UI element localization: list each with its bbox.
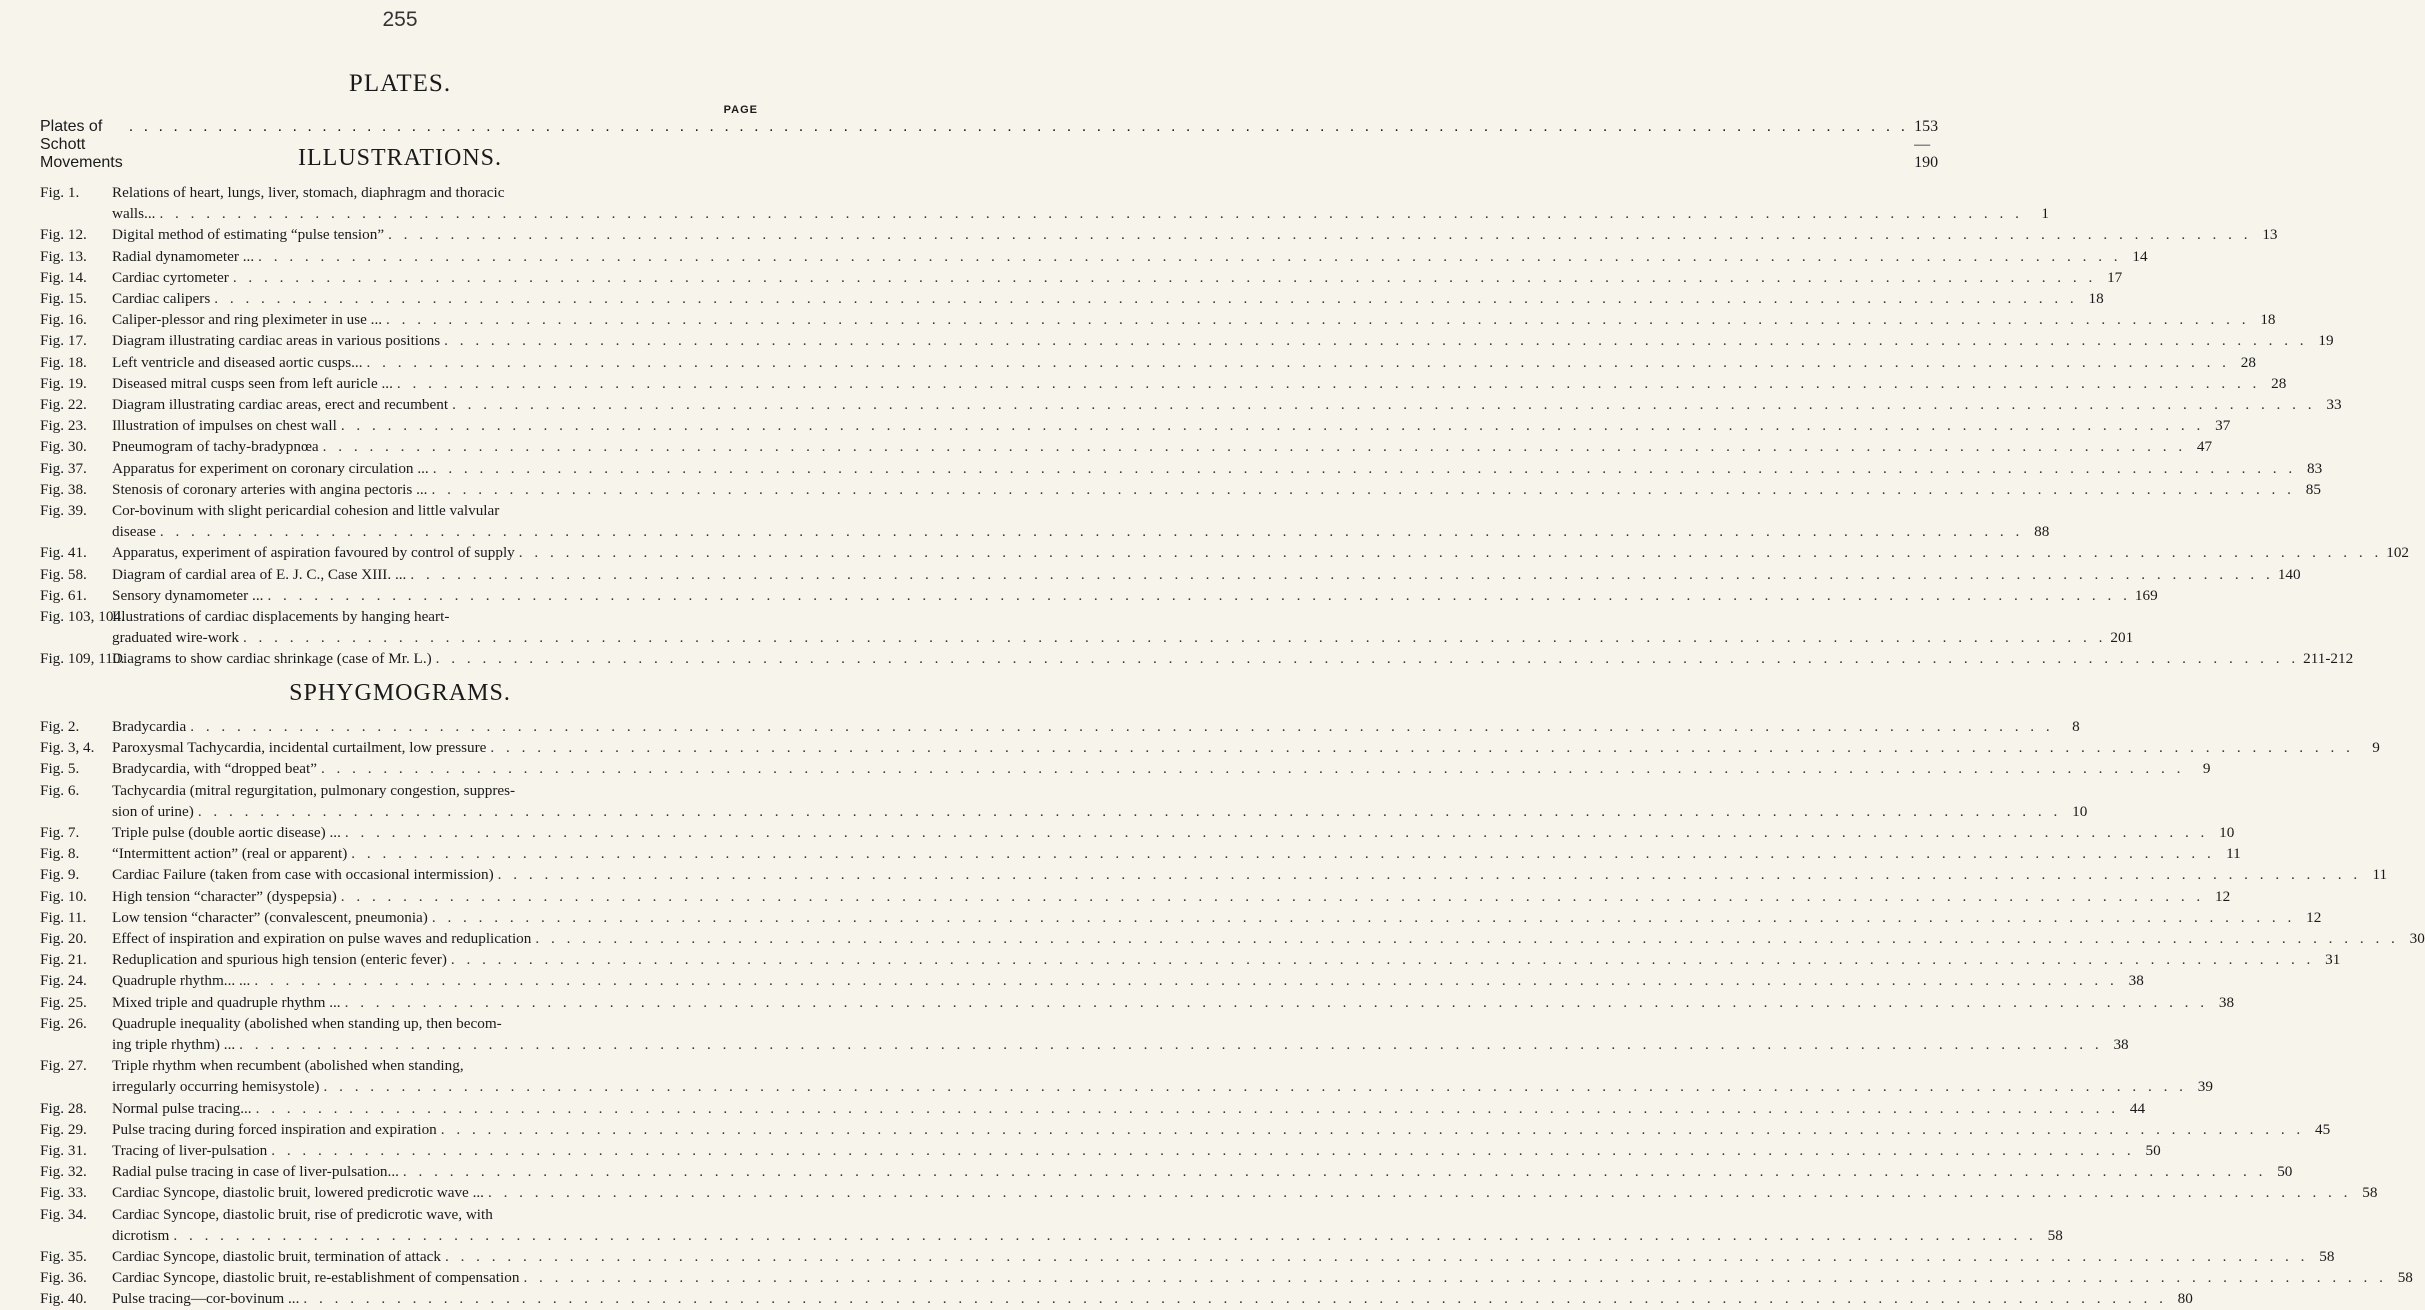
entry-title: Cardiac Syncope, diastolic bruit, rise of predicrotic wave, with (112, 1205, 493, 1223)
figure-number: Fig. 39. (40, 502, 87, 520)
figure-number: Fig. 58. (40, 565, 87, 583)
leader-dots: . . . . . . . . . . . . . . . . . . . . . . . . . . . . . . . . . . . . . . . . . . . . . . . . . . . . . . . . . . . . . . . . . . . . . . . . . . . . . . . . . . . . . . . . . . . . . . . . . . . . . . . . . . . . . . . . . . . . . . . . (323, 1078, 2187, 1096)
entry-line (40, 182, 762, 203)
entry-line (40, 521, 2050, 542)
page-ref: 19 (2318, 332, 2334, 350)
page-ref: 9 (2372, 739, 2380, 757)
list-entry (40, 500, 2050, 542)
list-entry (40, 182, 2049, 224)
list-entry (40, 542, 2410, 563)
page-ref: 38 (2128, 972, 2144, 990)
leader-dots: . . . . . . . . . . . . . . . . . . . . . . . . . . . . . . . . . . . . . . . . . . . . . . . . . . . . . . . . . . . . . . . . . . . . . . . . . . . . . . . . . . . . . . . . . . . . . . . . . . . . . . . . . . . . . . . . . . . . . . . . (452, 396, 2316, 414)
entry-line (40, 1182, 2378, 1203)
entry-title: Diagram illustrating cardiac areas in various positions (112, 332, 441, 350)
leader-dots: . . . . . . . . . . . . . . . . . . . . . . . . . . . . . . . . . . . . . . . . . . . . . . . . . . . . . . . . . . . . . . . . . . . . . . . . . . . . . . . . . . . . . . . . . . . . . . . . . . . . . . . . . . . . . . . . . . . . . . . . (303, 1290, 2167, 1308)
list-entry (40, 864, 2388, 885)
list-entry (40, 886, 2231, 907)
page-ref: 47 (2196, 438, 2213, 456)
entry-line (40, 203, 2049, 224)
entry-line (40, 585, 2158, 606)
list-entry (40, 1246, 2335, 1267)
entry-line (40, 500, 762, 521)
entry-line (40, 224, 2278, 245)
page-ref: 83 (2306, 459, 2323, 477)
figure-number: Fig. 15. (40, 290, 87, 308)
page-ref: 31 (2325, 951, 2341, 969)
entry-line (40, 801, 2088, 822)
sphygmograms-list (40, 716, 2425, 1310)
leader-dots: . . . . . . . . . . . . . . . . . . . . . . . . . . . . . . . . . . . . . . . . . . . . . . . . . . . . . . . . . . . . . . . . . . . . . . . . . . . . . . . . . . . . . . . . . . . . . . . . . . . . . . . . . . . . . . . . . . . . . . . . (410, 565, 2274, 583)
entry-title: Cor-bovinum with slight pericardial cohesion and little valvular (112, 502, 500, 520)
leader-dots: . . . . . . . . . . . . . . . . . . . . . . . . . . . . . . . . . . . . . . . . . . . . . . . . . . . . . . . . . . . . . . . . . . . . . . . . . . . . . . . . . . . . . . . . . . . . . . . . . . . . . . . . . . . . . . . . . . . . . . . . (435, 650, 2300, 668)
entry-line (40, 1204, 762, 1225)
leader-dots: . . . . . . . . . . . . . . . . . . . . . . . . . . . . . . . . . . . . . . . . . . . . . . . . . . . . . . . . . . . . . . . . . . . . . . . . . . . . . . . . . . . . . . . . . . . . . . . . . . . . . . . . . . . . . . . . . . . . . . . . (523, 1269, 2387, 1287)
entry-title: Radial dynamometer ... (112, 247, 255, 265)
entry-title: Diagram of cardial area of E. J. C., Case XIII. ... (112, 565, 407, 583)
leader-dots: . . . . . . . . . . . . . . . . . . . . . . . . . . . . . . . . . . . . . . . . . . . . . . . . . . . . . . . . . . . . . . . . . . . . . . . . . . . . . . . . . . . . . . . . . . . . . . . . . . . . . . . . . . . . . . . . . . . . . . . . (388, 226, 2252, 244)
page-ref: 201 (2110, 629, 2134, 647)
figure-number: Fig. 11. (40, 908, 87, 926)
entry-line (40, 415, 2231, 436)
page-ref: 38 (2113, 1036, 2129, 1054)
figure-number: Fig. 22. (40, 396, 87, 414)
figure-number: Fig. 27. (40, 1057, 87, 1075)
leader-dots: . . . . . . . . . . . . . . . . . . . . . . . . . . . . . . . . . . . . . . . . . . . . . . . . . . . . . . . . . . . . . . . . . . . . . . . . . . . . . . . . . . . . . . . . . . . . . . . . . . . . . . . . . . . . . . . . . . . . . . . . (255, 1099, 2120, 1117)
page-ref: 17 (2107, 268, 2123, 286)
figure-number: Fig. 12. (40, 226, 87, 244)
entry-title: Cardiac cyrtometer (112, 268, 229, 286)
page-ref: 169 (2134, 586, 2158, 604)
figure-number: Fig. 24. (40, 972, 87, 990)
entry-line (40, 542, 2410, 563)
entry-line (40, 606, 762, 627)
entry-title: Illustrations of cardiac displacements by hanging heart- (112, 608, 450, 626)
figure-number: Fig. 36. (40, 1269, 87, 1287)
leader-dots: . . . . . . . . . . . . . . . . . . . . . . . . . . . . . . . . . . . . . . . . . . . . . . . . . . . . . . . . . . . . . . . . . . . . . . . . . . . . . . . . . . . . . . . . . . . . . . . . . . . . . . . . . . . . . . . . . . . . . . . . (197, 802, 2062, 820)
entry-title: Cardiac Syncope, diastolic bruit, re-establishment of compensation (112, 1269, 520, 1287)
entry-line (40, 949, 2341, 970)
page-ref: 80 (2177, 1290, 2193, 1308)
entry-line (40, 436, 2213, 457)
list-entry (40, 224, 2278, 245)
leader-dots: . . . . . . . . . . . . . . . . . . . . . . . . . . . . . . . . . . . . . . . . . . . . . . . . . . . . . . . . . . . . . . . . . . . . . . . . . . . . . . . . . . . . . . . . . . . . . . . . . . . . . . . . . . . . . . . . . . . . . . . . (232, 268, 2097, 286)
entry-title: Cardiac Failure (taken from case with occasional intermission) (112, 866, 494, 884)
entry-line (40, 373, 2287, 394)
figure-number: Fig. 32. (40, 1163, 87, 1181)
entry-line (40, 886, 2231, 907)
page-ref: 58 (2047, 1226, 2063, 1244)
entry-line (40, 1119, 2331, 1140)
page-ref: 28 (2271, 374, 2287, 392)
page-ref: 8 (2072, 718, 2080, 735)
figure-number: Fig. 5. (40, 760, 80, 778)
entry-title: Diagrams to show cardiac shrinkage (case of Mr. L.) (112, 650, 432, 668)
leader-dots: . . . . . . . . . . . . . . . . . . . . . . . . . . . . . . . . . . . . . . . . . . . . . . . . . . . . . . . . . . . . . . . . . . . . . . . . . . . . . . . . . . . . . . . . . . . . . . . . . . . . . . . . . . . . . . . . . . . . . . . . (497, 866, 2362, 884)
entry-line (40, 1225, 2063, 1246)
leader-dots: . . . . . . . . . . . . . . . . . . . . . . . . . . . . . . . . . . . . . . . . . . . . . . . . . . . . . . . . . . . . . . . . . . . . . . . . . . . . . . . . . . . . . . . . . . . . . . . . . . . . . . . . . . . . . . . . . . . . . . . . (431, 908, 2296, 926)
page-ref: 45 (2315, 1120, 2331, 1138)
entry-line (40, 479, 2321, 500)
leader-dots: . . . . . . . . . . . . . . . . . . . . . . . . . . . . . . . . . . . . . . . . . . . . . . . . . . . . . . . . . . . . . . . . . . . . . . . . . . . . . . . . . . . . . . . . . . . . . . . . . . . . . . . . . . . . . . . . . . . . . . . . (322, 438, 2187, 456)
list-entry (40, 1013, 2129, 1055)
figure-number: Fig. 40. (40, 1290, 87, 1308)
page-ref: 102 (2386, 544, 2410, 562)
leader-dots: . . . . . . . . . . . . . . . . . . . . . . . . . . . . . . . . . . . . . . . . . . . . . . . . . . . . . . . . . . . . . . . . . . . . . . . . . . . . . . . . . . . . . . . . . . . . . . . . . . . . . . . . . . . . . . . . . . . . . . . . (340, 887, 2205, 905)
figure-number: Fig. 6. (40, 781, 80, 799)
list-entry (40, 843, 2241, 864)
entry-line (40, 246, 2148, 267)
entry-title: Triple pulse (double aortic disease) ... (112, 824, 341, 842)
list-entry (40, 907, 2322, 928)
page-ref: 88 (2034, 523, 2050, 541)
page-ref: 12 (2215, 887, 2231, 905)
entry-title: Caliper-plessor and ring pleximeter in use ... (112, 311, 383, 329)
list-entry (40, 606, 2134, 648)
figure-number: Fig. 10. (40, 887, 87, 905)
leader-dots: . . . . . . . . . . . . . . . . . . . . . . . . . . . . . . . . . . . . . . . . . . . . . . . . . . . . . . . . . . . . . . . . . . . . . . . . . . . . . . . . . . . . . . . . . . . . . . . . . . . . . . . . . . . . . . . . . . . . . . . . (344, 993, 2209, 1011)
entry-title: Illustration of impulses on chest wall (112, 417, 337, 435)
leader-dots: . . . . . . . . . . . . . . . . . . . . . . . . . . . . . . . . . . . . . . . . . . . . . . . . . . . . . . . . . . . . . . . . . . . . . . . . . . . . . . . . . . . . . . . . . . . . . . . . . . . . . . . . . . . . . . . . . . . . . . . . (444, 332, 2308, 350)
leader-dots: . . . . . . . . . . . . . . . . . . . . . . . . . . . . . . . . . . . . . . . . . . . . . . . . . . . . . . . . . . . . . . . . . . . . . . . . . . . . . . . . . . . . . . . . . . . . . . . . . . . . . . . . . . . . . . . . . . . . . . . . (396, 374, 2261, 392)
figure-number: Fig. 41. (40, 544, 87, 562)
entry-line (40, 992, 2235, 1013)
entry-line (40, 1076, 2213, 1097)
list-entry (40, 1204, 2063, 1246)
entry-title: Apparatus, experiment of aspiration favoured by control of supply (112, 544, 515, 562)
list-entry (40, 267, 2123, 288)
page-column-label: PAGE (723, 104, 758, 116)
entry-title: Sensory dynamometer ... (112, 586, 264, 604)
list-entry (40, 330, 2334, 351)
leader-dots: . . . . . . . . . . . . . . . . . . . . . . . . . . . . . . . . . . . . . . . . . . . . . . . . . . . . . . . . . . . . . . . . . . . . . . . . . . . . . . . . . . . . . . . . . . . . . . . . . . . . . . . . . . . . . . . . . . . . . . . . (190, 718, 2054, 735)
list-entry (40, 1267, 2413, 1288)
figure-number: Fig. 17. (40, 332, 87, 350)
entry-title: Pneumogram of tachy-bradypnœa (112, 438, 319, 456)
entry-line (40, 928, 2425, 949)
entry-line (40, 1055, 762, 1076)
entry-title: disease (112, 523, 156, 541)
page-ref: 85 (2305, 480, 2321, 498)
plates-heading: PLATES. (348, 70, 452, 97)
leader-dots: . . . . . . . . . . . . . . . . . . . . . . . . . . . . . . . . . . . . . . . . . . . . . . . . . . . . . . . . . . . . . . . . . . . . . . . . . . . . . . . . . . . . . . . . . . . . . . . . . . . . . . . . . . . . . . . . . . . . . . . . (535, 930, 2399, 948)
entry-title: Reduplication and spurious high tension (enteric fever) (112, 951, 447, 969)
leader-dots: . . . . . . . . . . . . . . . . . . . . . . . . . . . . . . . . . . . . . . . . . . . . . . . . . . . . . . . . . . . . . . . . . . . . . . . . . . . . . . . . . . . . . . . . . . . . . . . . . . . . . . . . . . . . . . . . . . . . . . . . (351, 845, 2215, 863)
entry-title: Radial pulse tracing in case of liver-pulsation... (112, 1163, 399, 1181)
leader-dots: . . . . . . . . . . . . . . . . . . . . . . . . . . . . . . . . . . . . . . . . . . . . . . . . . . . . . . . . . . . . . . . . . . . . . . . . . . . . . . . . . . . . . . . . . . . . . . . . . . . . . . . . . . . . . . . . . . . . . . . . (258, 247, 2122, 265)
leader-dots: . . . . . . . . . . . . . . . . . . . . . . . . . . . . . . . . . . . . . . . . . . . . . . . . . . . . . . . . . . . . . . . . . . . . . . . . . . . . . . . . . . . . . . . . . . . . . . . . . . . . . . . . . . . . . . . . . . . . . . . . (340, 417, 2205, 435)
list-entry (40, 1182, 2378, 1203)
entry-title: Cardiac calipers (112, 290, 211, 308)
figure-number: Fig. 13. (40, 247, 87, 265)
figure-number: Fig. 18. (40, 353, 87, 371)
figure-number: Fig. 38. (40, 480, 87, 498)
figure-number: Fig. 30. (40, 438, 87, 456)
entry-line (40, 267, 2123, 288)
entry-title: Pulse tracing during forced inspiration and expiration (112, 1120, 437, 1138)
entry-line (40, 1098, 2146, 1119)
plates-entry-pages: 153—190 (1914, 118, 1939, 171)
page-ref: 30 (2409, 930, 2425, 948)
leader-dots: . . . . . . . . . . . . . . . . . . . . . . . . . . . . . . . . . . . . . . . . . . . . . . . . . . . . . . . . . . . . . . . . . . . . . . . . . . . . . . . . . . . . . . . . . . . . . . . . . . . . . . . . . . . . . . . . . . . . . . . . (487, 1184, 2352, 1202)
page-ref: 11 (2372, 866, 2388, 884)
entry-title: Low tension “character” (convalescent, pneumonia) (112, 908, 428, 926)
list-entry (40, 373, 2287, 394)
page-ref: 18 (2088, 290, 2104, 308)
leader-dots: . . . . . . . . . . . . . . . . . . . . . . . . . . . . . . . . . . . . . . . . . . . . . . . . . . . . . . . . . . . . . . . . . . . . . . . . . . . . . . . . . . . . . . . . . . . . . . . . . . . . . . . . . . . . . . . . . . . . . . . . (320, 760, 2185, 778)
figure-number: Fig. 28. (40, 1099, 87, 1117)
leader-dots: . . . . . . . . . . . . . . . . . . . . . . . . . . . . . . . . . . . . . . . . . . . . . . . . . . . . . . . . . . . . . . . . . . . . . . . . . . . . . . . . . . . . . . . . . . . . . . . . . . . . . . . . . . . . . . . . . . . . . . . . (128, 118, 1909, 135)
entry-line (40, 822, 2235, 843)
page-ref: 28 (2240, 353, 2256, 371)
page-ref: 11 (2226, 845, 2241, 863)
entry-title: Digital method of estimating “pulse tension” (112, 226, 385, 244)
entry-title: Pulse tracing—cor-bovinum ... (112, 1290, 300, 1308)
figure-number: Fig. 9. (40, 866, 80, 884)
page-ref: 211-212 (2303, 650, 2354, 668)
entry-title: Normal pulse tracing... (112, 1099, 252, 1117)
leader-dots: . . . . . . . . . . . . . . . . . . . . . . . . . . . . . . . . . . . . . . . . . . . . . . . . . . . . . . . . . . . . . . . . . . . . . . . . . . . . . . . . . . . . . . . . . . . . . . . . . . . . . . . . . . . . . . . . . . . . . . . . (431, 480, 2295, 498)
entry-line (40, 716, 2080, 737)
entry-line (40, 1246, 2335, 1267)
entry-title: Relations of heart, lungs, liver, stomach, diaphragm and thoracic (112, 184, 505, 201)
entry-title: Bradycardia (112, 718, 187, 735)
page-ref: 14 (2132, 247, 2148, 265)
entry-title: Cardiac Syncope, diastolic bruit, termination of attack (112, 1248, 441, 1266)
page-ref: 1 (2041, 205, 2049, 223)
figure-number: Fig. 16. (40, 311, 87, 329)
figure-number: Fig. 26. (40, 1014, 87, 1032)
leader-dots: . . . . . . . . . . . . . . . . . . . . . . . . . . . . . . . . . . . . . . . . . . . . . . . . . . . . . . . . . . . . . . . . . . . . . . . . . . . . . . . . . . . . . . . . . . . . . . . . . . . . . . . . . . . . . . . . . . . . . . . . (402, 1163, 2267, 1181)
list-entry (40, 1140, 2161, 1161)
figure-number: Fig. 23. (40, 417, 87, 435)
entry-line (40, 1267, 2413, 1288)
list-entry (40, 246, 2148, 267)
figure-number: Fig. 37. (40, 459, 87, 477)
entry-line (40, 352, 2256, 373)
list-entry (40, 1288, 2193, 1309)
list-entry (40, 1098, 2146, 1119)
page-ref: 58 (2397, 1269, 2413, 1287)
list-entry (40, 479, 2321, 500)
list-entry (40, 415, 2231, 436)
leader-dots: . . . . . . . . . . . . . . . . . . . . . . . . . . . . . . . . . . . . . . . . . . . . . . . . . . . . . . . . . . . . . . . . . . . . . . . . . . . . . . . . . . . . . . . . . . . . . . . . . . . . . . . . . . . . . . . . . . . . . . . . (159, 523, 2024, 541)
entry-line (40, 758, 2211, 779)
page-ref: 9 (2202, 760, 2211, 778)
figure-number: Fig. 1. (40, 184, 80, 201)
illustrations-list (40, 182, 2410, 670)
leader-dots: . . . . . . . . . . . . . . . . . . . . . . . . . . . . . . . . . . . . . . . . . . . . . . . . . . . . . . . . . . . . . . . . . . . . . . . . . . . . . . . . . . . . . . . . . . . . . . . . . . . . . . . . . . . . . . . . . . . . . . . . (173, 1226, 2037, 1244)
figure-number: Fig. 8. (40, 845, 80, 863)
figure-number: Fig. 7. (40, 824, 80, 842)
figure-number: Fig. 21. (40, 951, 87, 969)
leader-dots: . . . . . . . . . . . . . . . . . . . . . . . . . . . . . . . . . . . . . . . . . . . . . . . . . . . . . . . . . . . . . . . . . . . . . . . . . . . . . . . . . . . . . . . . . . . . . . . . . . . . . . . . . . . . . . . . . . . . . . . . (386, 311, 2250, 329)
page-ref: 58 (2319, 1248, 2335, 1266)
entry-line (40, 843, 2241, 864)
entry-title: Tracing of liver-pulsation (112, 1142, 268, 1160)
page-ref: 10 (2219, 824, 2235, 842)
entry-title: Quadruple inequality (abolished when standing up, then becom- (112, 1014, 502, 1032)
page-number: 255 (382, 8, 418, 31)
entry-line (40, 330, 2334, 351)
figure-number: Fig. 33. (40, 1184, 87, 1202)
list-entry (40, 436, 2213, 457)
page-ref: 33 (2326, 396, 2342, 414)
entry-title: graduated wire-work (112, 629, 239, 647)
list-entry (40, 585, 2158, 606)
plates-entry-label: Plates of Schott Movements (40, 118, 123, 171)
entry-title: Stenosis of coronary arteries with angina pectoris ... (112, 480, 428, 498)
entry-title: Cardiac Syncope, diastolic bruit, lowered predicrotic wave ... (112, 1184, 484, 1202)
list-entry (40, 758, 2211, 779)
entry-line (40, 737, 2380, 758)
page-ref: 13 (2262, 226, 2278, 244)
page-ref: 50 (2145, 1142, 2161, 1160)
entry-title: Left ventricle and diseased aortic cusps... (112, 353, 363, 371)
figure-number: Fig. 14. (40, 268, 87, 286)
page-ref: 37 (2215, 417, 2231, 435)
list-entry (40, 564, 2301, 585)
page-ref: 12 (2306, 908, 2322, 926)
page-ref: 44 (2129, 1099, 2146, 1117)
figure-number: Fig. 25. (40, 993, 87, 1011)
figure-number: Fig. 2. (40, 718, 80, 735)
illustrations-heading: ILLUSTRATIONS. (298, 145, 502, 171)
figure-number: Fig. 34. (40, 1205, 87, 1223)
list-entry (40, 949, 2341, 970)
list-entry (40, 992, 2235, 1013)
entry-line (40, 1013, 762, 1034)
entry-title: walls... (112, 205, 156, 223)
entry-line (40, 309, 2276, 330)
leader-dots: . . . . . . . . . . . . . . . . . . . . . . . . . . . . . . . . . . . . . . . . . . . . . . . . . . . . . . . . . . . . . . . . . . . . . . . . . . . . . . . . . . . . . . . . . . . . . . . . . . . . . . . . . . . . . . . . . . . . . . . . (366, 353, 2230, 371)
leader-dots: . . . . . . . . . . . . . . . . . . . . . . . . . . . . . . . . . . . . . . . . . . . . . . . . . . . . . . . . . . . . . . . . . . . . . . . . . . . . . . . . . . . . . . . . . . . . . . . . . . . . . . . . . . . . . . . . . . . . . . . . (239, 1036, 2103, 1054)
entry-title: Diseased mitral cusps seen from left auricle ... (112, 374, 393, 392)
entry-title: sion of urine) (112, 802, 194, 820)
figure-number: Fig. 35. (40, 1248, 87, 1266)
entry-line (40, 864, 2388, 885)
page-ref: 10 (2072, 802, 2088, 820)
figure-number: Fig. 3, 4. (40, 739, 95, 757)
list-entry (40, 458, 2323, 479)
list-entry (40, 309, 2276, 330)
entry-title: dicrotism (112, 1226, 170, 1244)
leader-dots: . . . . . . . . . . . . . . . . . . . . . . . . . . . . . . . . . . . . . . . . . . . . . . . . . . . . . . . . . . . . . . . . . . . . . . . . . . . . . . . . . . . . . . . . . . . . . . . . . . . . . . . . . . . . . . . . . . . . . . . . (271, 1142, 2135, 1160)
entry-title: ing triple rhythm) ... (112, 1036, 236, 1054)
list-entry (40, 1055, 2213, 1097)
sphygmograms-heading: SPHYGMOGRAMS. (289, 680, 511, 706)
entry-line (40, 564, 2301, 585)
list-entry (40, 394, 2342, 415)
entry-title: Effect of inspiration and expiration on pulse waves and reduplication (112, 930, 532, 948)
leader-dots: . . . . . . . . . . . . . . . . . . . . . . . . . . . . . . . . . . . . . . . . . . . . . . . . . . . . . . . . . . . . . . . . . . . . . . . . . . . . . . . . . . . . . . . . . . . . . . . . . . . . . . . . . . . . . . . . . . . . . . . . (214, 290, 2078, 308)
list-entry (40, 780, 2088, 822)
entry-line (40, 1288, 2193, 1309)
leader-dots: . . . . . . . . . . . . . . . . . . . . . . . . . . . . . . . . . . . . . . . . . . . . . . . . . . . . . . . . . . . . . . . . . . . . . . . . . . . . . . . . . . . . . . . . . . . . . . . . . . . . . . . . . . . . . . . . . . . . . . . . (440, 1120, 2305, 1138)
entry-title: Quadruple rhythm... ... (112, 972, 251, 990)
figure-number: Fig. 19. (40, 374, 87, 392)
list-entry (40, 352, 2256, 373)
leader-dots: . . . . . . . . . . . . . . . . . . . . . . . . . . . . . . . . . . . . . . . . . . . . . . . . . . . . . . . . . . . . . . . . . . . . . . . . . . . . . . . . . . . . . . . . . . . . . . . . . . . . . . . . . . . . . . . . . . . . . . . . (432, 459, 2297, 477)
leader-dots: . . . . . . . . . . . . . . . . . . . . . . . . . . . . . . . . . . . . . . . . . . . . . . . . . . . . . . . . . . . . . . . . . . . . . . . . . . . . . . . . . . . . . . . . . . . . . . . . . . . . . . . . . . . . . . . . . . . . . . . . (267, 586, 2131, 604)
list-entry (40, 970, 2144, 991)
entry-title: “Intermittent action” (real or apparent) (112, 845, 348, 863)
leader-dots: . . . . . . . . . . . . . . . . . . . . . . . . . . . . . . . . . . . . . . . . . . . . . . . . . . . . . . . . . . . . . . . . . . . . . . . . . . . . . . . . . . . . . . . . . . . . . . . . . . . . . . . . . . . . . . . . . . . . . . . . (518, 544, 2383, 562)
page-ref: 38 (2218, 993, 2235, 1011)
entry-title: Apparatus for experiment on coronary circulation ... (112, 459, 429, 477)
entry-line (40, 458, 2323, 479)
figure-number: Fig. 29. (40, 1120, 87, 1138)
entry-title: Triple rhythm when recumbent (abolished when standing, (112, 1057, 464, 1075)
entry-title: irregularly occurring hemisystole) (112, 1078, 320, 1096)
leader-dots: . . . . . . . . . . . . . . . . . . . . . . . . . . . . . . . . . . . . . . . . . . . . . . . . . . . . . . . . . . . . . . . . . . . . . . . . . . . . . . . . . . . . . . . . . . . . . . . . . . . . . . . . . . . . . . . . . . . . . . . . (254, 972, 2118, 990)
entry-line (40, 648, 2354, 669)
entry-line (40, 1161, 2293, 1182)
entry-title: Paroxysmal Tachycardia, incidental curtailment, low pressure (112, 739, 487, 757)
figure-number: Fig. 103, 104. (40, 608, 125, 626)
entry-title: Tachycardia (mitral regurgitation, pulmonary congestion, suppres- (112, 781, 516, 799)
list-entry (40, 1119, 2331, 1140)
entry-line (40, 627, 2134, 648)
figure-number: Fig. 20. (40, 930, 87, 948)
leader-dots: . . . . . . . . . . . . . . . . . . . . . . . . . . . . . . . . . . . . . . . . . . . . . . . . . . . . . . . . . . . . . . . . . . . . . . . . . . . . . . . . . . . . . . . . . . . . . . . . . . . . . . . . . . . . . . . . . . . . . . . . (490, 739, 2354, 757)
list-entry (40, 716, 2080, 737)
leader-dots: . . . . . . . . . . . . . . . . . . . . . . . . . . . . . . . . . . . . . . . . . . . . . . . . . . . . . . . . . . . . . . . . . . . . . . . . . . . . . . . . . . . . . . . . . . . . . . . . . . . . . . . . . . . . . . . . . . . . . . . . (159, 205, 2023, 223)
page-ref: 39 (2197, 1078, 2213, 1096)
entry-title: Bradycardia, with “dropped beat” (112, 760, 317, 778)
entry-title: Diagram illustrating cardiac areas, erect and recumbent (112, 396, 449, 414)
entry-line (40, 1140, 2161, 1161)
leader-dots: . . . . . . . . . . . . . . . . . . . . . . . . . . . . . . . . . . . . . . . . . . . . . . . . . . . . . . . . . . . . . . . . . . . . . . . . . . . . . . . . . . . . . . . . . . . . . . . . . . . . . . . . . . . . . . . . . . . . . . . . (450, 951, 2315, 969)
list-entry (40, 822, 2235, 843)
entry-title: Mixed triple and quadruple rhythm ... (112, 993, 341, 1011)
entry-title: High tension “character” (dyspepsia) (112, 887, 337, 905)
page-ref: 50 (2277, 1163, 2293, 1181)
entry-line (40, 907, 2322, 928)
page-ref: 18 (2260, 311, 2276, 329)
figure-number: Fig. 61. (40, 586, 87, 604)
page-ref: 140 (2277, 565, 2301, 583)
entry-line (40, 970, 2144, 991)
figure-number: Fig. 109, 110. (40, 650, 125, 668)
figure-number: Fig. 31. (40, 1142, 87, 1160)
leader-dots: . . . . . . . . . . . . . . . . . . . . . . . . . . . . . . . . . . . . . . . . . . . . . . . . . . . . . . . . . . . . . . . . . . . . . . . . . . . . . . . . . . . . . . . . . . . . . . . . . . . . . . . . . . . . . . . . . . . . . . . . (344, 824, 2209, 842)
list-entry (40, 1161, 2293, 1182)
leader-dots: . . . . . . . . . . . . . . . . . . . . . . . . . . . . . . . . . . . . . . . . . . . . . . . . . . . . . . . . . . . . . . . . . . . . . . . . . . . . . . . . . . . . . . . . . . . . . . . . . . . . . . . . . . . . . . . . . . . . . . . . (444, 1248, 2309, 1266)
entry-line (40, 1034, 2129, 1055)
list-entry (40, 288, 2104, 309)
leader-dots: . . . . . . . . . . . . . . . . . . . . . . . . . . . . . . . . . . . . . . . . . . . . . . . . . . . . . . . . . . . . . . . . . . . . . . . . . . . . . . . . . . . . . . . . . . . . . . . . . . . . . . . . . . . . . . . . . . . . . . . . (242, 629, 2107, 647)
list-entry (40, 737, 2380, 758)
list-entry (40, 648, 2354, 669)
entry-line (40, 288, 2104, 309)
page-ref: 58 (2362, 1184, 2378, 1202)
entry-line (40, 780, 762, 801)
list-entry (40, 928, 2425, 949)
entry-line (40, 394, 2342, 415)
